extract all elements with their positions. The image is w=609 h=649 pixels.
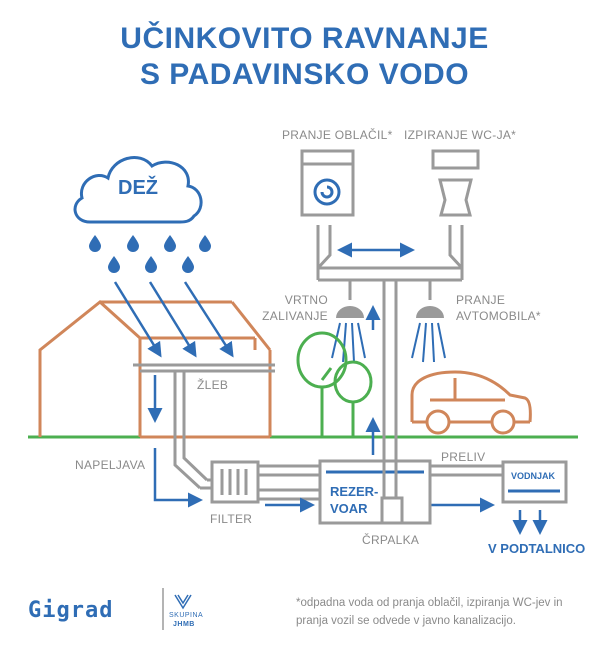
flushing-label: IZPIRANJE WC-JA* bbox=[404, 128, 517, 142]
garden-sprinkler-icon bbox=[336, 306, 364, 318]
washing-machine-icon bbox=[302, 151, 353, 215]
garden-label-2: ZALIVANJE bbox=[262, 309, 328, 323]
group-label-2: JHMB bbox=[173, 621, 195, 628]
rain-label: DEŽ bbox=[118, 177, 158, 199]
footnote-line-2: pranja vozil se odvede v javno kanalizacijo. bbox=[296, 615, 516, 627]
reservoir-label-2: VOAR bbox=[330, 501, 368, 516]
reservoir-label bbox=[330, 483, 378, 517]
raindrops-icon bbox=[89, 235, 211, 273]
well-icon bbox=[503, 462, 566, 502]
footnote bbox=[296, 594, 596, 630]
toilet-icon bbox=[433, 151, 478, 215]
group-logo-icon bbox=[175, 595, 191, 608]
pipes-label: NAPELJAVA bbox=[75, 458, 146, 472]
gutter-label: ŽLEB bbox=[197, 378, 229, 392]
title-line-2: S PADAVINSKO VODO bbox=[139, 58, 470, 91]
groundwater-label: V PODTALNICO bbox=[488, 541, 586, 556]
car-icon bbox=[412, 372, 530, 433]
spray-lines bbox=[332, 323, 445, 362]
footnote-line-1: *odpadna voda od pranja oblačil, izpiranja WC-jev in bbox=[296, 597, 563, 609]
overflow-label: PRELIV bbox=[441, 450, 486, 464]
car-wash-label-2: AVTOMOBILA* bbox=[456, 309, 541, 323]
overflow-pipe bbox=[430, 466, 503, 475]
garden-label-1: VRTNO bbox=[284, 293, 328, 307]
group-label-1: SKUPINA bbox=[169, 612, 204, 619]
title-line-1: UČINKOVITO RAVNANJE bbox=[120, 22, 489, 55]
washing-label: PRANJE OBLAČIL* bbox=[282, 128, 393, 142]
well-label: VODNJAK bbox=[511, 471, 556, 481]
reservoir-label-1: REZER- bbox=[330, 484, 379, 499]
filter-icon bbox=[212, 462, 258, 502]
pipe-main bbox=[200, 466, 320, 499]
car-wash-label-1: PRANJE bbox=[456, 293, 506, 307]
car-wash-sprinkler-icon bbox=[416, 306, 444, 318]
pump-icon bbox=[382, 498, 402, 523]
pump-label: ČRPALKA bbox=[362, 533, 420, 547]
filter-label: FILTER bbox=[210, 512, 253, 526]
gigrad-logo: Gigrad bbox=[28, 598, 114, 623]
